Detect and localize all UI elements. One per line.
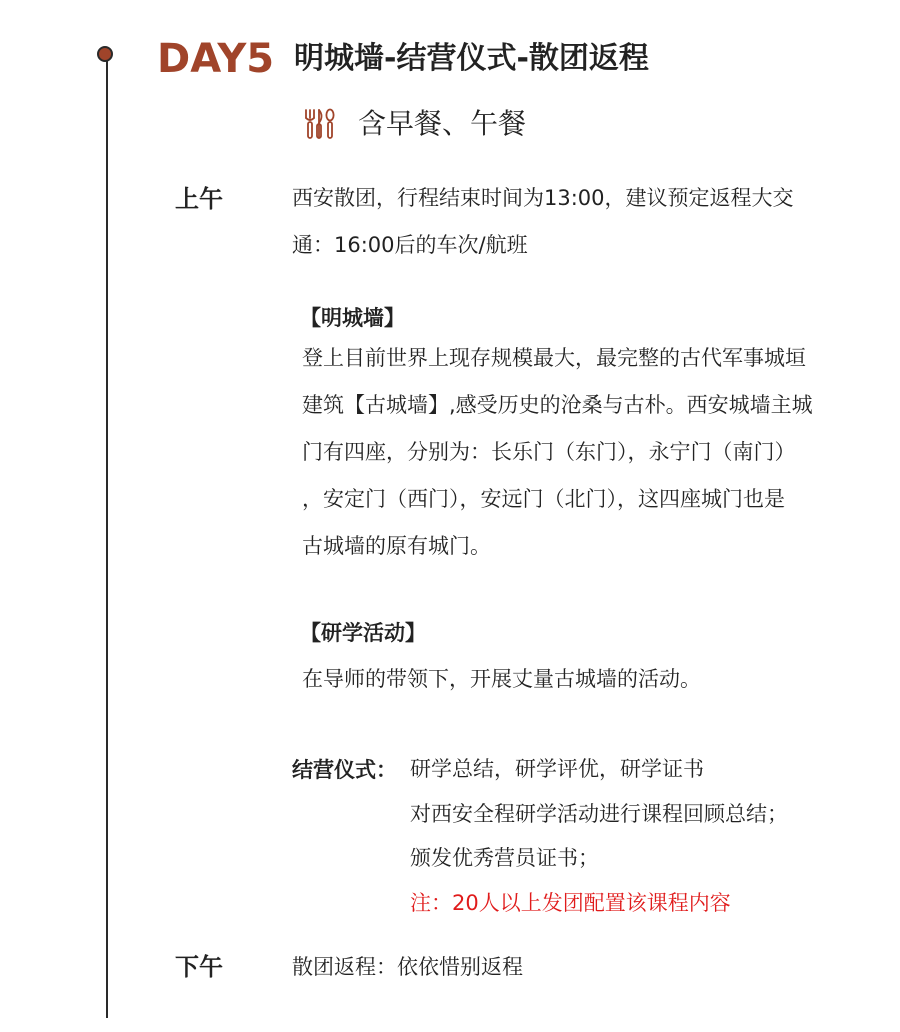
ceremony-label: 结营仪式：: [292, 758, 397, 782]
day-title: 明城墙-结营仪式-散团返程: [294, 41, 649, 76]
city-wall-line: 建筑【古城墙】,感受历史的沧桑与古朴。西安城墙主城: [302, 393, 813, 417]
ceremony-details: [410, 747, 788, 925]
ceremony-line: 颁发优秀营员证书；: [410, 846, 599, 870]
city-wall-description: [302, 335, 813, 570]
period-afternoon: 下午: [175, 953, 223, 981]
morning-intro: [292, 175, 794, 269]
morning-intro-line: 西安散团，行程结束时间为13:00，建议预定返程大交: [292, 186, 794, 210]
city-wall-line: 门有四座，分别为：长乐门（东门），永宁门（南门）: [302, 440, 796, 464]
period-morning: 上午: [175, 185, 223, 213]
morning-intro-line: 通：16:00后的车次/航班: [292, 233, 528, 257]
ceremony-line: 研学总结，研学评优，研学证书: [410, 757, 704, 781]
ceremony-note: 注：20人以上发团配置该课程内容: [410, 890, 731, 915]
activity-description: [302, 656, 701, 703]
timeline-dot: [97, 46, 113, 62]
timeline-line: [106, 58, 108, 1018]
ceremony-line: 对西安全程研学活动进行课程回顾总结；: [410, 801, 788, 826]
meals-text: 含早餐、午餐: [358, 107, 527, 140]
activity-title: 【研学活动】: [300, 621, 426, 645]
city-wall-line: 登上目前世界上现存规模最大，最完整的古代军事城垣: [302, 346, 806, 370]
meals-row: [302, 103, 526, 145]
afternoon-text: 散团返程：依依惜别返程: [292, 955, 523, 979]
city-wall-title: 【明城墙】: [300, 306, 405, 330]
utensils-icon: [302, 107, 336, 141]
activity-line: 在导师的带领下，开展丈量古城墙的活动。: [302, 667, 701, 691]
day-label: DAY5: [157, 36, 275, 82]
city-wall-line: 古城墙的原有城门。: [302, 534, 491, 558]
city-wall-line: ，安定门（西门），安远门（北门），这四座城门也是: [302, 487, 785, 511]
